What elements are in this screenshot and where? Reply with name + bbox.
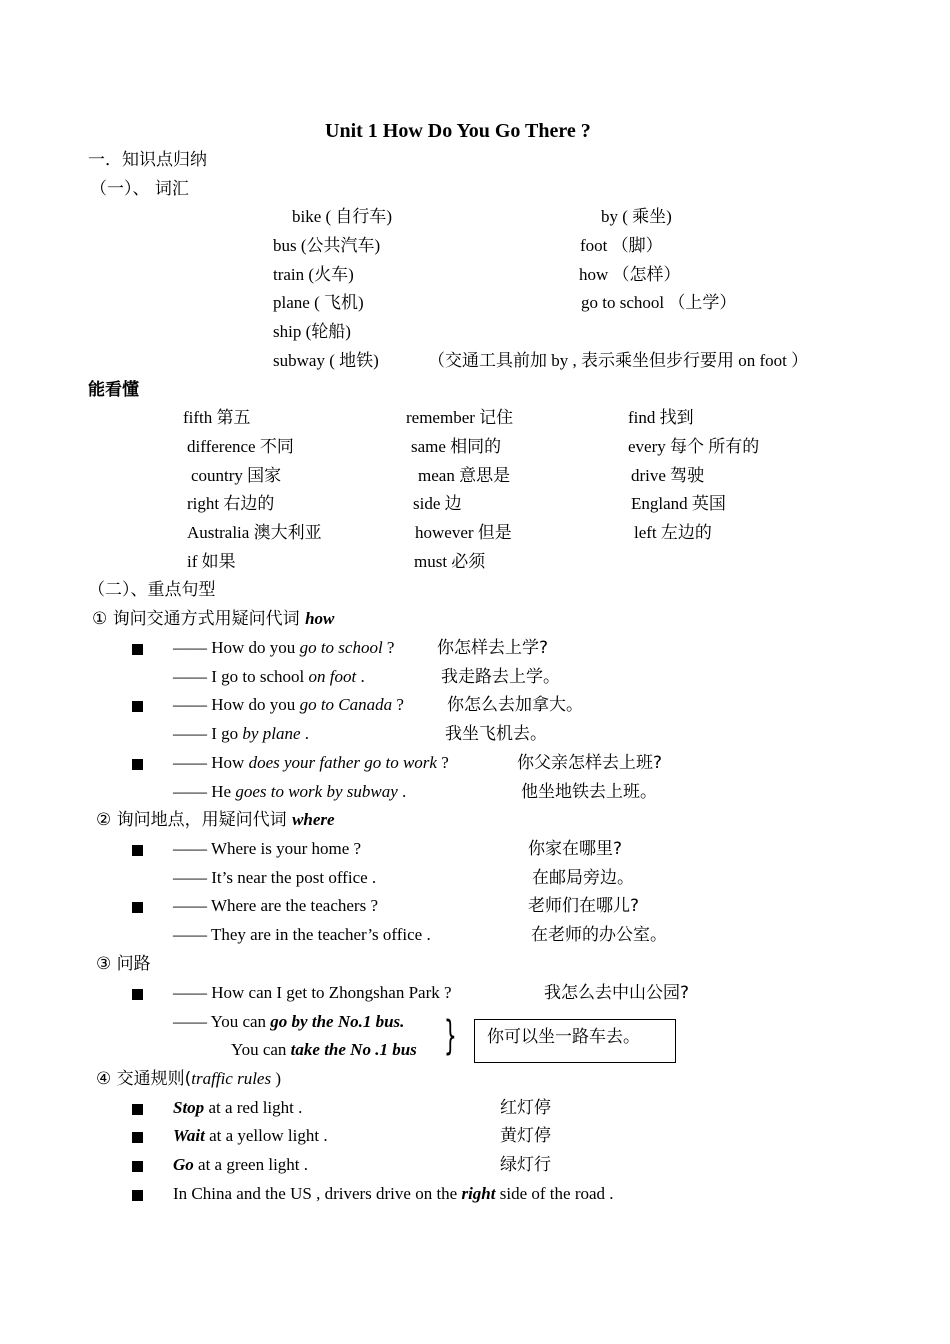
vocab-go-to-school: go to school （上学）	[581, 293, 737, 312]
group-how-heading: ① 询问交通方式用疑问代词	[92, 609, 306, 629]
word-england: England 英国	[631, 494, 726, 513]
bullet-icon	[132, 1104, 143, 1115]
vocab-plane: plane ( 飞机)	[273, 293, 364, 312]
rule-stop-cn: 红灯停	[500, 1098, 551, 1118]
dialog-a1: —— I go to school on foot .	[173, 667, 365, 686]
dialog-q2-cn: 你怎么去加拿大。	[447, 695, 583, 715]
vocab-subway: subway ( 地铁)	[273, 351, 379, 370]
sentence-group-traffic-rules: ④ 交通规则(traffic rules )	[96, 1069, 282, 1089]
where-a2-cn: 在老师的办公室。	[531, 925, 667, 945]
rule-drive-side: In China and the US , drivers drive on the right side of the road .	[173, 1184, 614, 1203]
bullet-icon	[132, 1132, 143, 1143]
word-side: side 边	[413, 494, 462, 513]
dialog-q3-cn: 你父亲怎样去上班?	[517, 753, 663, 773]
dialog-q2: —— How do you go to Canada ?	[173, 695, 404, 714]
dialog-q3: —— How does your father go to work ?	[173, 753, 449, 772]
directions-a1: —— You can go by the No.1 bus.	[173, 1012, 405, 1031]
where-a1: —— It’s near the post office .	[173, 868, 377, 887]
directions-q1-cn: 我怎么去中山公园?	[544, 983, 690, 1003]
where-q2-cn: 老师们在哪儿?	[528, 896, 640, 916]
word-australia: Australia 澳大利亚	[187, 523, 322, 542]
group-how-keyword: how	[305, 609, 335, 628]
word-however: however 但是	[415, 523, 512, 542]
where-q1-cn: 你家在哪里?	[528, 839, 623, 859]
sentence-group-where	[96, 811, 335, 830]
word-remember: remember 记住	[406, 408, 514, 427]
vocab-ship: ship (轮船)	[273, 322, 351, 341]
bullet-icon	[132, 902, 143, 913]
word-left: left 左边的	[634, 523, 712, 542]
word-same: same 相同的	[411, 437, 502, 456]
rule-wait-cn: 黄灯停	[500, 1126, 551, 1146]
section-heading-summary: 一．知识点归纳	[88, 150, 207, 170]
sentence-group-directions: ③ 问路	[96, 954, 151, 974]
subsection-heading-sentences: （二）、重点句型	[88, 580, 216, 600]
bullet-icon	[132, 1190, 143, 1201]
group-where-keyword: where	[292, 810, 335, 829]
bullet-icon	[132, 701, 143, 712]
translation-box	[474, 1019, 676, 1063]
sentence-group-how	[92, 610, 334, 629]
understand-heading: 能看懂	[88, 380, 139, 400]
dialog-a2-cn: 我坐飞机去。	[445, 724, 547, 744]
vocab-foot: foot （脚）	[580, 236, 663, 255]
rule-go: Go at a green light .	[173, 1155, 309, 1174]
where-q1: —— Where is your home ?	[173, 839, 362, 858]
directions-a2: You can take the No .1 bus	[231, 1040, 417, 1059]
dialog-a3: —— He goes to work by subway .	[173, 782, 407, 801]
bullet-icon	[132, 644, 143, 655]
bullet-icon	[132, 845, 143, 856]
word-fifth: fifth 第五	[183, 408, 251, 427]
rule-go-cn: 绿灯行	[500, 1155, 551, 1175]
word-country: country 国家	[191, 466, 282, 485]
where-a2: —— They are in the teacher’s office .	[173, 925, 431, 944]
vocab-bike: bike ( 自行车)	[292, 207, 393, 226]
vocab-train: train (火车)	[273, 265, 354, 284]
vocab-bus: bus (公共汽车)	[273, 236, 381, 255]
where-q2: —— Where are the teachers ?	[173, 896, 378, 915]
dialog-a2: —— I go by plane .	[173, 724, 309, 743]
directions-q1: —— How can I get to Zhongshan Park ?	[173, 983, 452, 1002]
word-right: right 右边的	[187, 494, 275, 513]
dialog-q1: —— How do you go to school ?	[173, 638, 395, 657]
where-a1-cn: 在邮局旁边。	[532, 868, 634, 888]
vocab-subway-note: （交通工具前加 by , 表示乘坐但步行要用 on foot ）	[428, 351, 809, 370]
dialog-a3-cn: 他坐地铁去上班。	[521, 782, 657, 802]
rule-wait: Wait at a yellow light .	[173, 1126, 328, 1145]
word-must: must 必须	[414, 552, 486, 571]
vocab-how: how （怎样）	[579, 265, 681, 284]
word-every: every 每个 所有的	[628, 437, 760, 456]
word-find: find 找到	[628, 408, 694, 427]
page-title: Unit 1 How Do You Go There ?	[325, 120, 591, 142]
translation-box-text: 你可以坐一路车去。	[487, 1027, 640, 1047]
dialog-a1-cn: 我走路去上学。	[441, 667, 560, 687]
rule-stop: Stop at a red light .	[173, 1098, 303, 1117]
word-drive: drive 驾驶	[631, 466, 705, 485]
word-mean: mean 意思是	[418, 466, 511, 485]
bullet-icon	[132, 1161, 143, 1172]
bullet-icon	[132, 989, 143, 1000]
word-difference: difference 不同	[187, 437, 294, 456]
group-where-heading: ② 询问地点，用疑问代词	[96, 810, 293, 830]
vocab-by: by ( 乘坐)	[601, 207, 672, 226]
subsection-heading-vocab: （一）、 词汇	[90, 179, 189, 199]
brace-icon: }	[444, 1013, 457, 1059]
word-if: if 如果	[187, 552, 236, 571]
dialog-q1-cn: 你怎样去上学?	[437, 638, 549, 658]
bullet-icon	[132, 759, 143, 770]
